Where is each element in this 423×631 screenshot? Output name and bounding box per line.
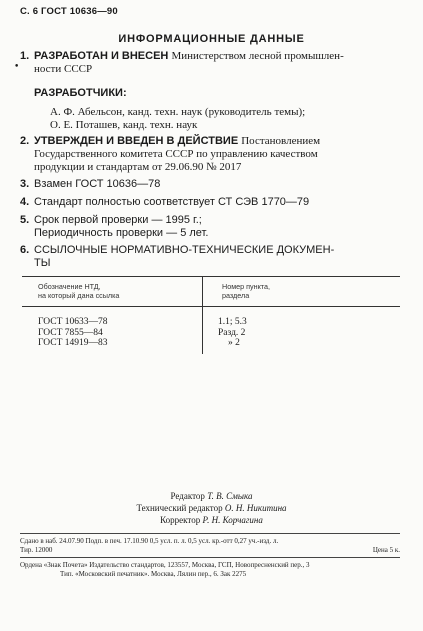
section-3-text: Взамен ГОСТ 10636—78 [34,178,161,190]
footer-printer-line: Тип. «Московский печатник». Москва, Лялин пер., 6. Зак 2275 [60,569,247,578]
table-column-divider [202,276,203,354]
tech-editor-row [0,502,423,514]
table-cell-doc: ГОСТ 7855—84 [38,327,103,338]
table-cell-item: Разд. 2 [218,327,246,338]
page-title: ИНФОРМАЦИОННЫЕ ДАННЫЕ [118,33,305,45]
footer-price: Цена 5 к. [372,545,400,554]
editors-block [0,490,423,526]
corrector-name: Р. Н. Корчагина [202,515,263,525]
section-2-text-3: продукции и стандартам от 29.06.90 № 2017 [34,161,242,173]
section-1 [20,50,395,76]
table-header-item [222,282,270,300]
footer-rule-top [20,533,400,534]
tech-editor-label: Технический редактор [136,503,223,513]
table-header-doc-line-1: Обозначение НТД, [38,282,101,291]
section-4 [20,196,395,209]
table-cell-item: 1.1; 5.3 [218,317,247,327]
footer-publisher [20,561,400,578]
section-3-number: 3. [20,178,30,190]
table-header-rule [22,306,400,307]
section-1-text-1: Министерством лесной промышлен- [171,50,344,62]
footer-print-line: Сдано в наб. 24.07.90 Подп. в печ. 17.10.90 0,5 усл. п. л. 0,5 усл. кр.-отт 0,27 уч.-изд. л. [20,537,279,545]
section-2-text-2: Государственного комитета СССР по управлению качеством [34,148,318,160]
section-1-text-2: ности СССР [34,63,93,75]
footer-publisher-line: Ордена «Знак Почета» Издательство стандартов, 123557, Москва, ГСП, Новопресненский пер., 3 [20,561,310,569]
table-row [218,317,247,349]
section-1-heading: РАЗРАБОТАН И ВНЕСЕН [34,50,169,62]
section-6-number: 6. [20,244,30,256]
editor-name: Т. В. Смыка [207,491,253,501]
table-cell-item: » 2 [228,338,240,348]
editor-row [0,490,423,502]
table-cell-doc: ГОСТ 10633—78 [38,317,108,327]
table-cell-doc: ГОСТ 14919—83 [38,338,108,348]
section-5-number: 5. [20,214,30,226]
table-header-item-line-2: раздела [222,291,250,300]
section-6-text-2: ТЫ [34,257,51,269]
section-3 [20,178,395,191]
table-top-rule [22,276,400,277]
section-5 [20,214,395,240]
page-header: С. 6 ГОСТ 10636—90 [20,6,118,17]
section-5-text-2: Периодичность проверки — 5 лет. [34,227,209,239]
table-header-doc-line-2: на который дана ссылка [38,291,120,300]
developer-1: А. Ф. Абельсон, канд. техн. наук (руководитель темы); [50,106,306,118]
section-2 [20,135,395,174]
developers-list [50,106,395,132]
footer-rule-bottom [20,557,400,558]
section-4-number: 4. [20,196,30,208]
table-header-doc [38,282,119,300]
margin-mark: • [14,62,20,72]
corrector-row [0,514,423,526]
editor-label: Редактор [170,491,205,501]
table-row [38,317,108,349]
footer-circulation-row [20,546,400,555]
developers-heading: РАЗРАБОТЧИКИ: [34,87,127,99]
section-2-text-1: Постановлением [241,135,321,147]
section-4-text: Стандарт полностью соответствует СТ СЭВ 1770—79 [34,196,310,208]
section-2-number: 2. [20,135,30,147]
section-5-text-1: Срок первой проверки — 1995 г.; [34,214,202,226]
section-1-number: 1. [20,50,30,62]
footer-circulation: Тир. 12000 [20,545,53,554]
section-6 [20,244,395,270]
table-header-item-line-1: Номер пункта, [222,282,271,291]
section-2-heading: УТВЕРЖДЕН И ВВЕДЕН В ДЕЙСТВИЕ [34,135,239,147]
developer-2: О. Е. Поташев, канд. техн. наук [50,119,198,131]
section-6-text-1: ССЫЛОЧНЫЕ НОРМАТИВНО-ТЕХНИЧЕСКИЕ ДОКУМЕН- [34,244,335,256]
corrector-label: Корректор [160,515,201,525]
tech-editor-name: О. Н. Никитина [224,503,287,513]
footer-print-data [20,537,400,555]
